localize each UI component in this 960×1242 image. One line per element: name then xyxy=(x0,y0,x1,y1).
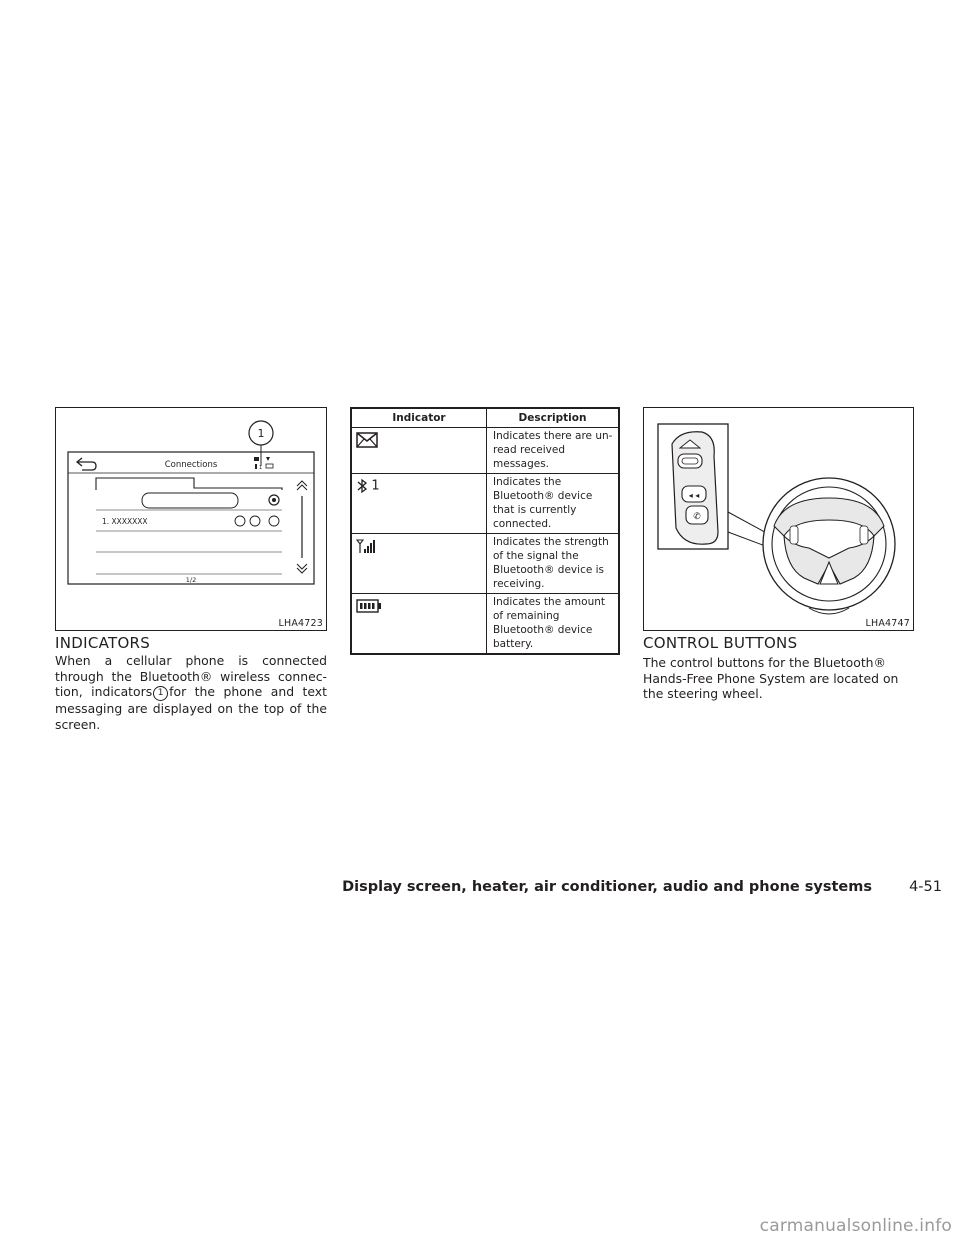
figure-code: LHA4723 xyxy=(278,618,323,629)
table-row xyxy=(351,474,619,534)
device-row-label: 1. XXXXXXX xyxy=(102,517,148,526)
steering-wheel-figure xyxy=(643,407,914,631)
footer-section-title: Display screen, heater, air conditioner, audio and phone systems xyxy=(342,879,872,895)
status-icons xyxy=(254,457,273,471)
scroll-down-icon xyxy=(297,564,307,573)
back-arrow-icon xyxy=(77,458,96,470)
table-row xyxy=(351,594,619,655)
control-buttons-paragraph: The control buttons for the Bluetooth® Hands-Free Phone System are located on the steering wheel. xyxy=(643,655,899,701)
row-description: Indicates the amount of remaining Bluetooth® device battery. xyxy=(487,594,620,655)
page-number: 4-51 xyxy=(909,879,942,895)
svg-text:✆: ✆ xyxy=(693,512,701,522)
callout-marker: 1 xyxy=(153,686,168,701)
header-indicator: Indicator xyxy=(351,408,487,428)
svg-text:◂ ◂: ◂ ◂ xyxy=(688,491,700,500)
battery-icon xyxy=(356,598,382,614)
steering-wheel-illustration xyxy=(644,408,913,630)
info-icon xyxy=(269,516,279,526)
bluetooth-icon xyxy=(356,478,368,494)
phone-icon xyxy=(235,516,245,526)
row-description: Indicates the strength of the signal the Bluetooth® device is receiving. xyxy=(487,534,620,594)
screen-figure xyxy=(55,407,327,631)
envelope-icon xyxy=(356,432,378,448)
music-icon xyxy=(250,516,260,526)
screen-illustration xyxy=(56,408,326,630)
indicators-paragraph: When a cellular phone is connected through the Bluetooth® wireless connec-tion, indicators 1 for the phone and text messaging are displayed on the top of the screen. xyxy=(55,653,327,732)
row-description: Indicates the Bluetooth® device that is currently connected. xyxy=(487,474,620,534)
page-indicator: 1/2 xyxy=(185,576,197,584)
control-buttons-heading: CONTROL BUTTONS xyxy=(643,634,798,652)
svg-text:1: 1 xyxy=(259,465,263,471)
bluetooth-icon-number: 1 xyxy=(371,478,380,494)
indicator-table xyxy=(350,407,620,655)
control-button xyxy=(678,454,702,468)
callout-number: 1 xyxy=(257,427,265,440)
table-row xyxy=(351,428,619,474)
screen-title: Connections xyxy=(164,460,218,470)
row-description: Indicates there are un-read received messages. xyxy=(487,428,620,474)
indicators-heading: INDICATORS xyxy=(55,634,151,652)
header-description: Description xyxy=(487,408,620,428)
figure-code: LHA4747 xyxy=(865,618,910,629)
watermark[interactable]: carmanualsonline.info xyxy=(759,1216,952,1236)
table-row xyxy=(351,534,619,594)
signal-strength-icon xyxy=(356,538,378,554)
scroll-up-icon xyxy=(297,481,307,490)
table-header-row xyxy=(351,408,619,428)
